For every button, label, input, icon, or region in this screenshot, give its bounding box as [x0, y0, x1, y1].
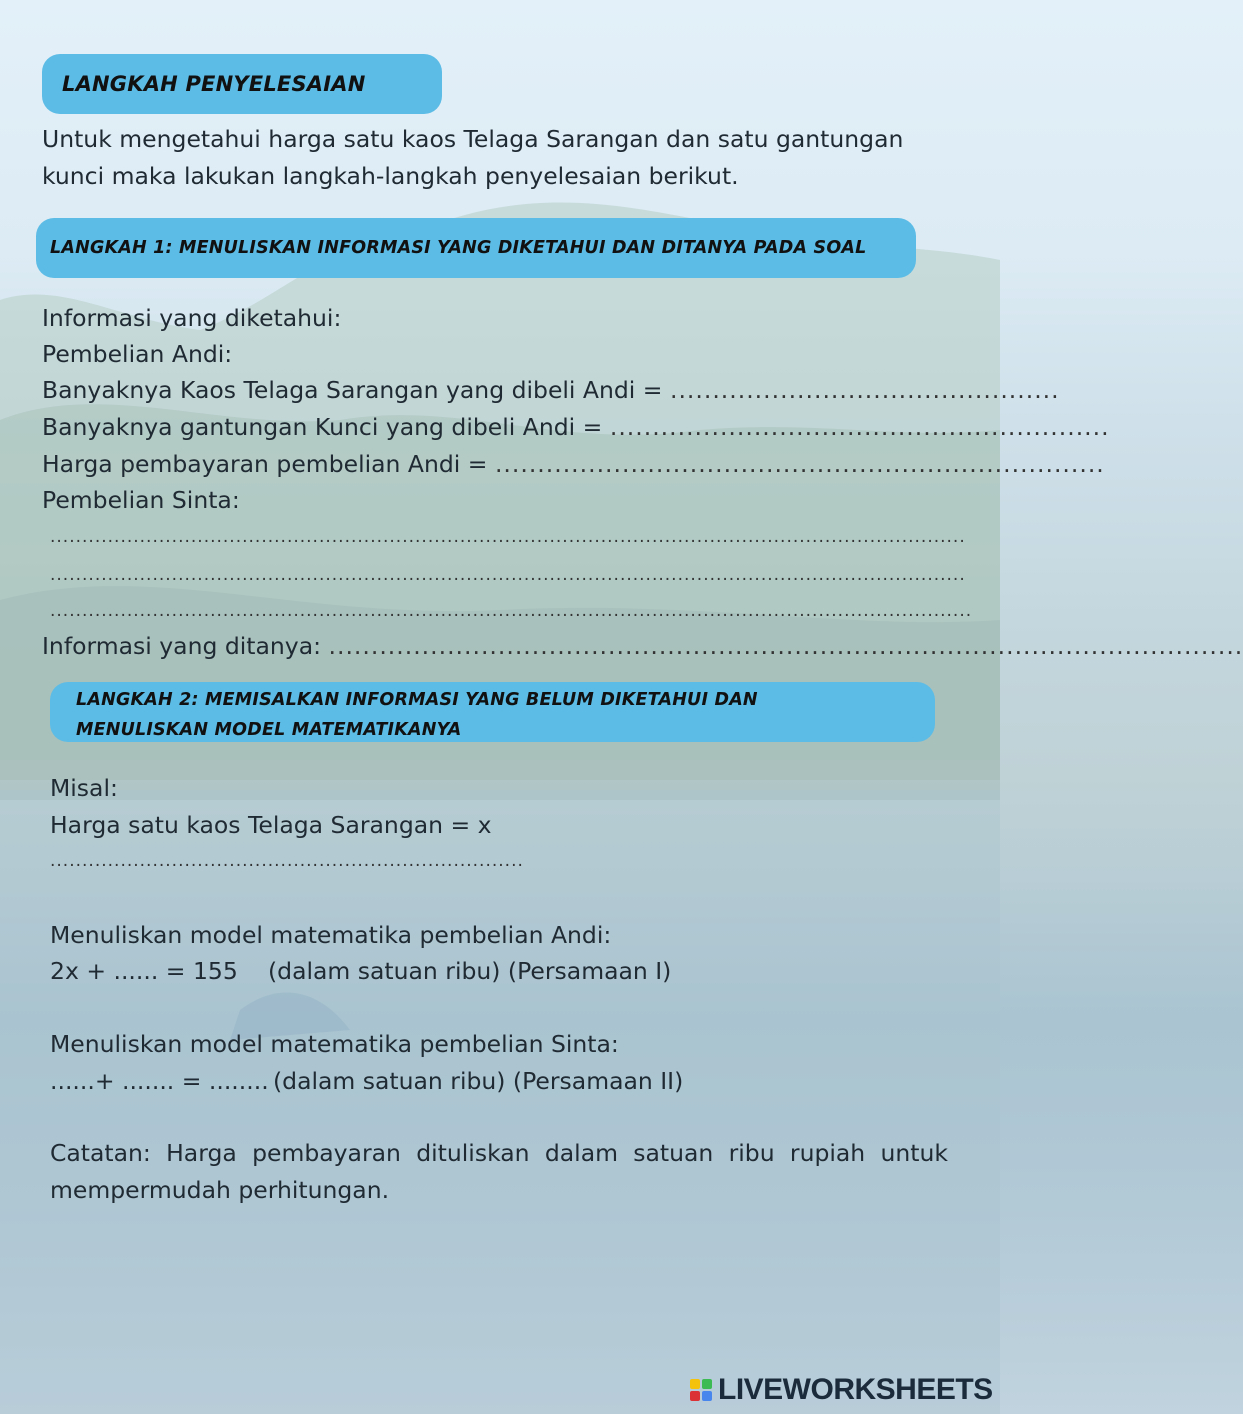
section-title-banner: [42, 54, 442, 114]
andi-purchase-label: Pembelian Andi:: [42, 340, 233, 368]
sinta-model-label: Menuliskan model matematika pembelian Sinta:: [50, 1030, 619, 1058]
step2-banner: [50, 682, 935, 742]
andi-harga-blank[interactable]: ........................................................................: [494, 450, 1105, 478]
andi-kaos-line: [42, 375, 1060, 405]
asked-info-line: [42, 631, 1243, 661]
section-title: LANGKAH PENYELESAIAN: [62, 72, 366, 96]
liveworksheets-logo: [690, 1372, 993, 1408]
sinta-blank-line-3[interactable]: ................................................................................................................................................: [50, 601, 973, 621]
step1-banner: [36, 218, 916, 278]
sinta-model-equation[interactable]: ......+ ....... = ........: [50, 1067, 269, 1095]
sinta-model-note: (dalam satuan ribu) (Persamaan II): [273, 1067, 684, 1095]
liveworksheets-logo-icon: [690, 1379, 712, 1401]
andi-harga-text: Harga pembayaran pembelian Andi =: [42, 450, 495, 478]
andi-model-note: (dalam satuan ribu) (Persamaan I): [268, 957, 672, 985]
sinta-blank-line-1[interactable]: ...............................................................................................................................................: [50, 527, 966, 547]
sinta-purchase-label: Pembelian Sinta:: [42, 486, 240, 514]
y-definition-blank[interactable]: ..........................................................................: [50, 851, 524, 871]
andi-kunci-blank[interactable]: ...........................................................: [609, 413, 1110, 441]
andi-kunci-line: [42, 412, 1110, 442]
andi-kunci-text: Banyaknya gantungan Kunci yang dibeli Andi =: [42, 413, 610, 441]
step2-title-line-2: MENULISKAN MODEL MATEMATIKANYA: [76, 720, 462, 740]
intro-paragraph: Untuk mengetahui harga satu kaos Telaga Sarangan dan satu gantungan kunci maka lakukan langkah-langkah penyelesaian berikut.: [42, 125, 904, 190]
step2-title-line-1: LANGKAH 2: MEMISALKAN INFORMASI YANG BELUM DIKETAHUI DAN: [76, 690, 758, 710]
known-info-label: Informasi yang diketahui:: [42, 304, 342, 332]
calculation-note: Catatan: Harga pembayaran dituliskan dalam satuan ribu rupiah untuk mempermudah perhitungan.: [50, 1139, 948, 1204]
asked-info-blank[interactable]: ............................................................................................................: [328, 632, 1243, 660]
liveworksheets-logo-text: LIVEWORKSHEETS: [718, 1373, 993, 1406]
misal-label: Misal:: [50, 774, 118, 802]
step1-title: LANGKAH 1: MENULISKAN INFORMASI YANG DIKETAHUI DAN DITANYA PADA SOAL: [50, 238, 867, 258]
x-definition: Harga satu kaos Telaga Sarangan = x: [50, 811, 492, 839]
andi-model-label: Menuliskan model matematika pembelian Andi:: [50, 921, 612, 949]
asked-info-label: Informasi yang ditanya:: [42, 632, 329, 660]
andi-kaos-text: Banyaknya Kaos Telaga Sarangan yang dibeli Andi =: [42, 376, 670, 404]
andi-harga-line: [42, 449, 1105, 479]
andi-kaos-blank[interactable]: ..............................................: [669, 376, 1060, 404]
sinta-blank-line-2[interactable]: ...............................................................................................................................................: [50, 565, 966, 585]
andi-model-equation[interactable]: 2x + ...... = 155: [50, 957, 238, 985]
